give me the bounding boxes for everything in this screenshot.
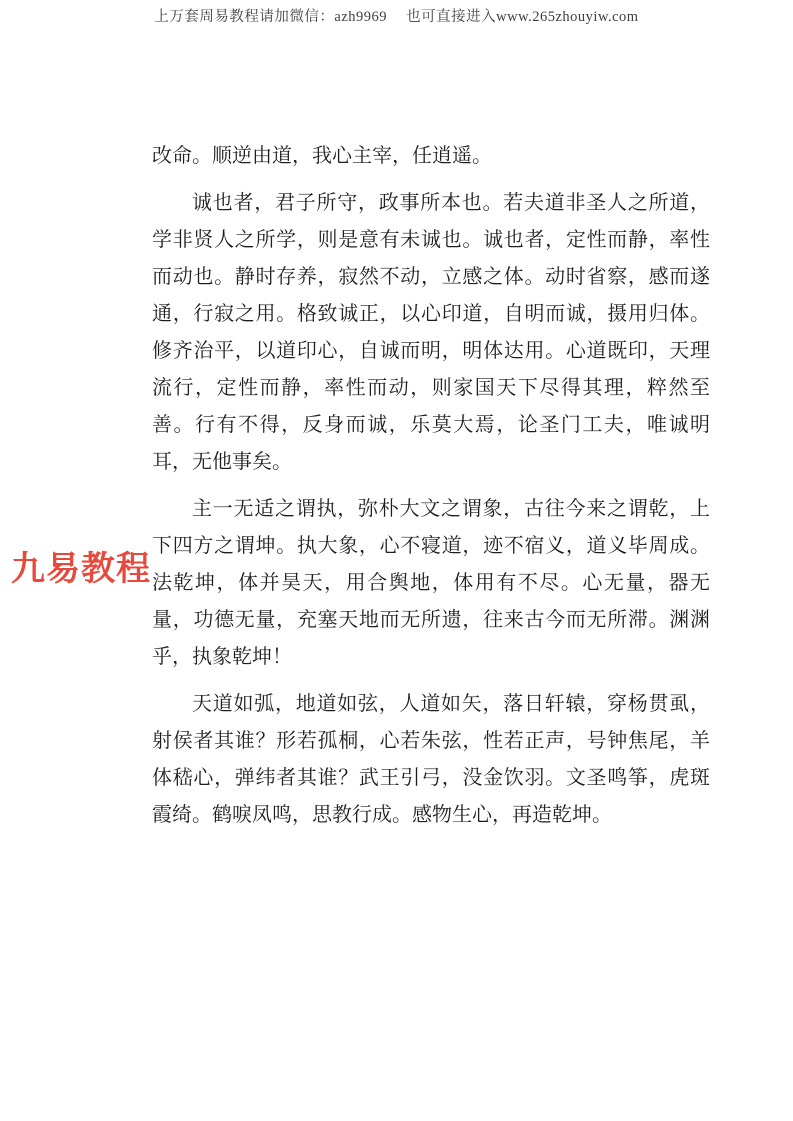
paragraph: 天道如弧，地道如弦，人道如矢，落日轩辕，穿杨贯虱，射侯者其谁？形若孤桐，心若朱弦，性若正声，号钟焦尾，羊体嵇心，弹纬者其谁？武王引弓，没金饮羽。文圣鸣筝，虎斑霞绮。鹤唳凤鸣，思教行成。感物生心，再造乾坤。 (152, 693, 710, 826)
watermark-text: 九易教程 (11, 550, 151, 588)
paragraph: 诚也者，君子所守，政事所本也。若夫道非圣人之所道，学非贤人之所学，则是意有未诚也。诚也者，定性而静，率性而动也。静时存养，寂然不动，立感之体。动时省察，感而遂通，行寂之用。格致诚正，以心印道，自明而诚，摄用归体。修齐治平，以道印心，自诚而明，明体达用。心道既印，天理流行，定性而静，率性而动，则家国天下尽得其理，粹然至善。行有不得，反身而诚，乐莫大焉，论圣门工夫，唯诚明耳，无他事矣。 (152, 192, 710, 473)
promo-header-text: 上万套周易教程请加微信：azh9969 也可直接进入www.265zhouyiw.com (154, 9, 639, 25)
paragraph: 改命。顺逆由道，我心主宰，任逍遥。 (152, 145, 492, 167)
document-body (152, 138, 710, 844)
paragraph: 主一无适之谓执，弥朴大文之谓象，古往今来之谓乾，上下四方之谓坤。执大象，心不寝道，迹不宿义，道义毕周成。法乾坤，体并昊天，用合舆地，体用有不尽。心无量，器无量，功德无量，充塞天地而无所遗，往来古今而无所滞。渊渊乎，执象乾坤！ (152, 498, 710, 668)
